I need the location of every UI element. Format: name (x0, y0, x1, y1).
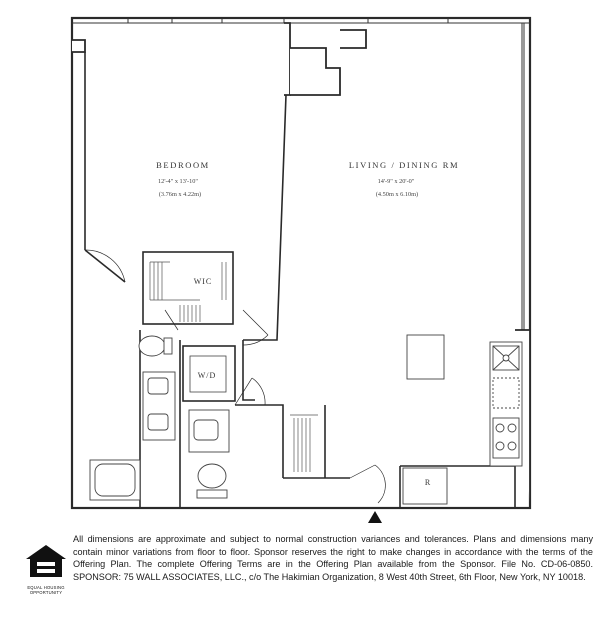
bedroom-dim-imperial: 12'-4" x 13'-10" (158, 178, 198, 185)
equal-housing-logo-icon (22, 543, 70, 585)
kitchen-island (407, 335, 444, 379)
kitchen-fixtures (403, 335, 522, 504)
logo-text-line1: EQUAL HOUSING (27, 585, 65, 590)
disclaimer-text: All dimensions are approximate and subject to normal construction variances and tolerances. Plans and dimensions many contain minor variations from floor to floor. Sponsor reserves the right to make changes in accordance with the terms of the Offering Plan. The complete Offering Terms are in the Offering Plan available from the Sponsor. File No. CD-06-0850. SPONSOR: 75 WALL ASSOCIATES, LLC., c/o The Hakimian Organization, 8 West 40th Street, 6th Floor, New York, NY 10018. (73, 534, 593, 582)
bedroom-label: BEDROOM (156, 160, 210, 170)
entry-arrow-icon (368, 511, 382, 523)
closet-shelves (150, 262, 318, 472)
cooktop (493, 418, 519, 458)
toilet-2 (198, 464, 226, 488)
logo-text-line2: OPPORTUNITY (29, 590, 63, 595)
toilet-1 (139, 336, 165, 356)
wic-label: WIC (193, 277, 213, 286)
dishwasher (493, 378, 519, 408)
wd-label: W/D (197, 371, 217, 380)
fridge-label: R (424, 478, 432, 487)
bedroom-dim-metric: (3.76m x 4.22m) (158, 191, 202, 198)
living-label: LIVING / DINING RM (348, 160, 460, 170)
living-dim-metric: (4.50m x 6.10m) (375, 191, 419, 198)
bathroom-fixtures (90, 336, 229, 500)
living-dim-imperial: 14'-9" x 20'-0" (377, 178, 415, 185)
